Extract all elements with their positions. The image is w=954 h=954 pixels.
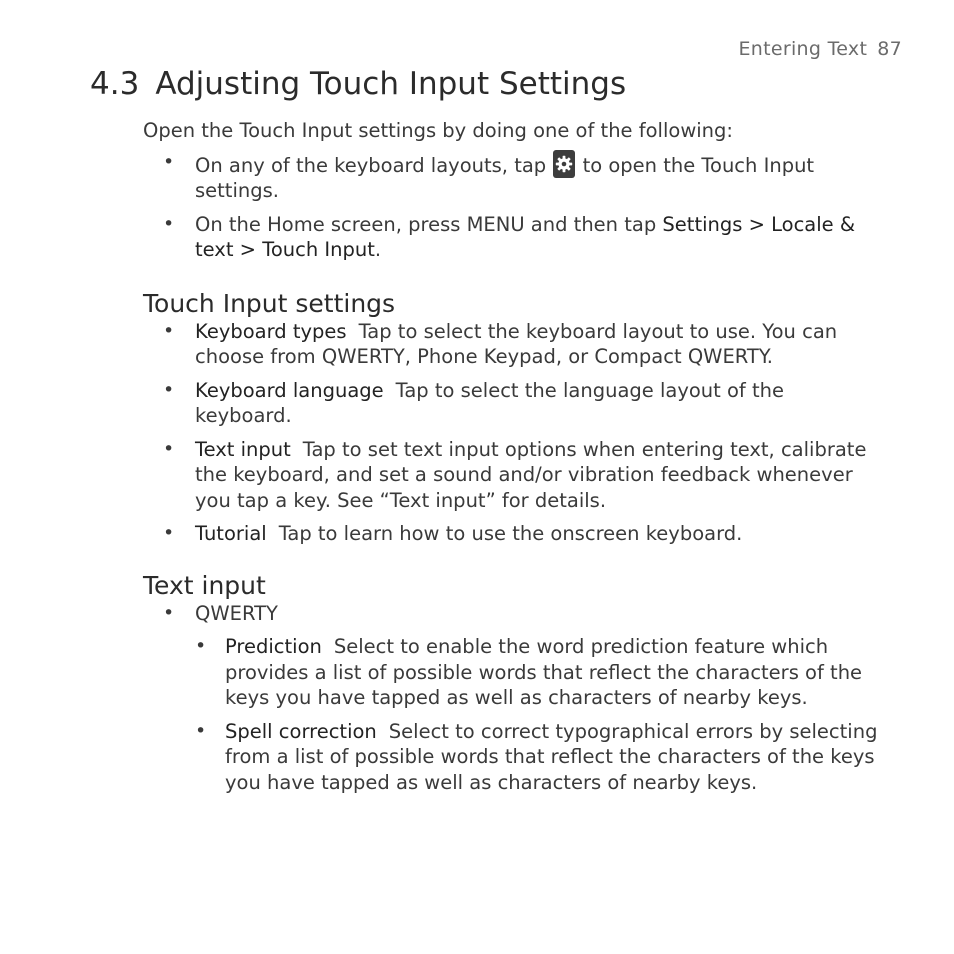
list-item (195, 719, 883, 796)
page-content (143, 118, 883, 803)
bullet: • (195, 719, 207, 742)
item-term: Keyboard language (195, 378, 384, 402)
chapter-title: Entering Text (738, 38, 868, 60)
intro-text: Open the Touch Input settings by doing one of the following: (143, 119, 733, 142)
open-methods-list (143, 150, 883, 263)
bullet: • (163, 319, 175, 342)
list-item (143, 437, 883, 514)
section-title (90, 66, 626, 102)
section-title-text: Adjusting Touch Input Settings (155, 66, 627, 102)
page-number: 87 (877, 38, 902, 60)
item-term: Prediction (225, 635, 322, 658)
bullet: • (163, 150, 175, 173)
bullet: • (163, 378, 175, 401)
bullet: • (163, 212, 175, 235)
item-term: Spell correction (225, 719, 377, 743)
item-term: Tutorial (195, 522, 267, 545)
section-number: 4.3 (90, 66, 140, 102)
list-item (143, 378, 883, 429)
item-description: Tap to set text input options when entering text, calibrate the keyboard, and set a sound and/or vibration feedback whenever you tap a key. See “Text input” for details. (195, 437, 867, 512)
list-item: • On the Home screen, press MENU and then tap Settings > Locale & text > Touch Input. (163, 212, 856, 261)
touch-input-settings-heading: Touch Input settings (143, 288, 396, 318)
item-description: Tap to select the keyboard layout to use. You can choose from QWERTY, Phone Keypad, or Compact QWERTY. (195, 319, 838, 368)
text-input-heading: Text input (143, 570, 266, 600)
list-item (195, 634, 883, 711)
text-input-list (143, 601, 883, 796)
qwerty-options-list (195, 634, 883, 795)
bullet: • (163, 601, 175, 624)
list-item (143, 319, 883, 370)
list-item (143, 521, 883, 547)
list-item: • On any of the keyboard layouts, tap to open the Touch Input settings. (163, 150, 815, 202)
qwerty-label: QWERTY (195, 601, 278, 625)
list-item (143, 601, 883, 796)
bullet: • (163, 522, 175, 544)
settings-gear-icon (553, 150, 575, 178)
item-term: Keyboard types (195, 319, 347, 343)
touch-input-settings-list (143, 319, 883, 547)
item-description: Tap to select the language layout of the keyboard. (195, 378, 784, 427)
item-description: Select to enable the word prediction feature which provides a list of possible words that reflect the characters of the keys you have tapped as well as characters of nearby keys. (225, 635, 863, 709)
bullet: • (163, 437, 175, 460)
item-description: Tap to learn how to use the onscreen keyboard. (278, 522, 743, 545)
item-term: Text input (195, 437, 291, 461)
item-description: Select to correct typographical errors by selecting from a list of possible words that reflect the characters of the keys you have tapped as well as characters of nearby keys. (225, 719, 878, 794)
settings-path: Settings > Locale & text > Touch Input (195, 212, 856, 261)
running-header (738, 38, 902, 60)
bullet: • (195, 635, 207, 657)
